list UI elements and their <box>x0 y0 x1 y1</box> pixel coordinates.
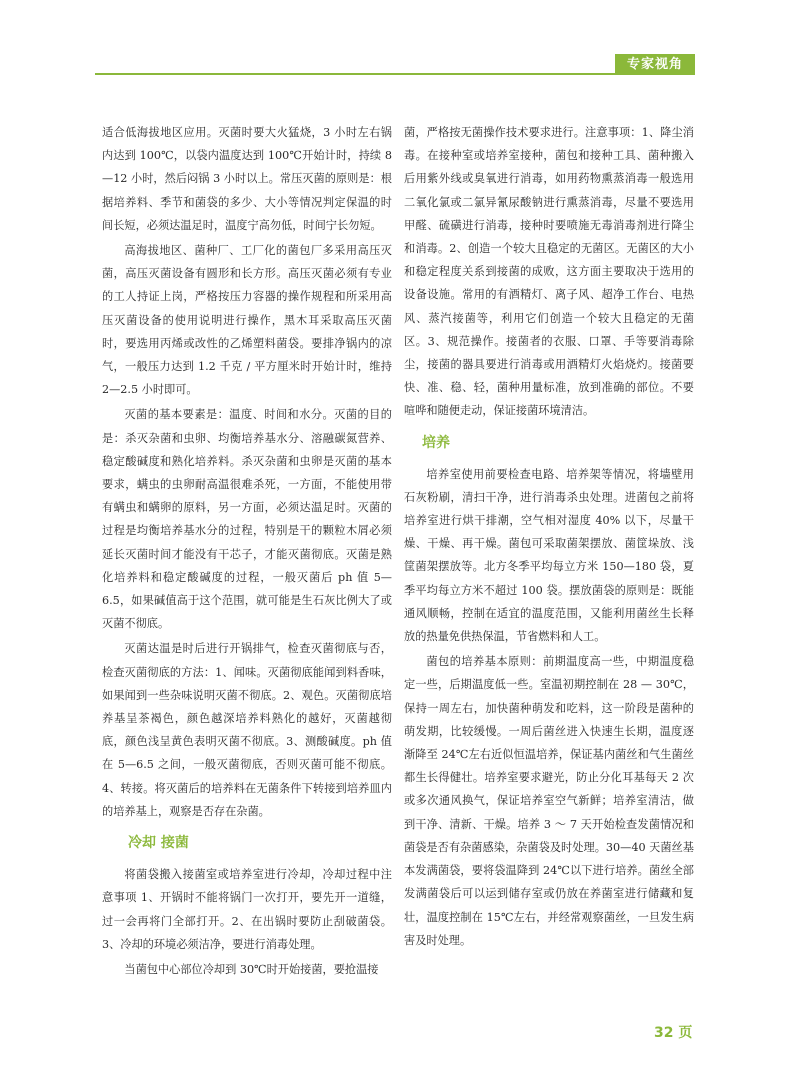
paragraph: 培养室使用前要检查电路、培养架等情况，将墙壁用石灰粉刷，清扫干净，进行消毒杀虫处理。进菌包之前将培养室进行烘干排潮，空气相对湿度 40% 以下，尽量干燥、干燥、再干燥。菌包可采取菌架摆放、菌筐垛放、浅筐菌架摆放等。北方冬季平均每立方米 150—180 袋，夏季平均每立方米不超过 100 袋。摆放菌袋的原则是：既能通风顺畅，控制在适宜的温度范围，又能利用菌丝生长释放的热量免供热保温，节省燃料和人工。 <box>404 467 694 644</box>
section-heading-cooling: 冷却 接菌 <box>128 835 189 852</box>
paragraph: 灭菌达温是时后进行开锅排气，检查灭菌彻底与否，检查灭菌彻底的方法：1、闻味。灭菌彻底能闻到料香味，如果闻到一些杂味说明灭菌不彻底。2、观色。灭菌彻底培养基呈茶褐色，颜色越深培养料熟化的越好，灭菌越彻底，颜色浅呈黄色表明灭菌不彻底。3、测酸碱度。ph 值在 5—6.5 之间，一般灭菌彻底，否则灭菌可能不彻底。4、转接。将灭菌后的培养料在无菌条件下转接到培养皿内的培养基上，观察是否存在杂菌。 <box>102 642 392 818</box>
right-column <box>404 121 694 952</box>
paragraph: 适合低海拔地区应用。灭菌时要大火猛烧，3 小时左右锅内达到 100℃，以袋内温度达到 100℃开始计时，持续 8—12 小时，然后闷锅 3 小时以上。常压灭菌的原则是：根据培养料、季节和菌袋的多少、大小等情况判定保温的时间长短，必须达温足时，温度宁高勿低，时间宁长勿短。 <box>102 126 392 232</box>
paragraph: 菌，严格按无菌操作技术要求进行。注意事项：1、降尘消毒。在接种室或培养室接种，菌包和接种工具、菌种搬入后用紫外线或臭氧进行消毒，如用药物熏蒸消毒一般选用二氧化氯或二氯异氰尿酸钠进行熏蒸消毒，尽量不要选用甲醛、硫磺进行消毒，接种时要喷施无毒消毒剂进行降尘和消毒。2、创造一个较大且稳定的无菌区。无菌区的大小和稳定程度关系到接菌的成败，这方面主要取决于选用的设备设施。常用的有酒精灯、离子风、超净工作台、电热风、蒸汽接菌等，利用它们创造一个较大且稳定的无菌区。3、规范操作。接菌者的衣服、口罩、手等要消毒除尘，接菌的器具要进行消毒或用酒精灯火焰烧灼。接菌要快、准、稳、轻，菌种用量标准，放到准确的部位。不要喧哗和随便走动，保证接菌环境清洁。 <box>404 126 694 418</box>
paragraph: 高海拔地区、菌种厂、工厂化的菌包厂多采用高压灭菌，高压灭菌设备有圆形和长方形。高压灭菌必须有专业的工人持证上岗，严格按压力容器的操作规程和所采用高压灭菌设备的使用说明进行操作，黑木耳采取高压灭菌时，要选用丙烯或改性的乙烯塑料菌袋。要排净锅内的凉气，一般压力达到 1.2 千克 / 平方厘米时开始计时，维持 2—2.5 小时即可。 <box>102 244 392 397</box>
paragraph: 灭菌的基本要素是：温度、时间和水分。灭菌的目的是：杀灭杂菌和虫卵、均衡培养基水分、溶融碳氮营养、稳定酸碱度和熟化培养料。杀灭杂菌和虫卵是灭菌的基本要求，螨虫的虫卵耐高温很难杀死，一方面，不能使用带有螨虫和螨卵的原料，另一方面，必须达温足时。灭菌的过程是均衡培养基水分的过程，特别是干的颗粒木屑必须延长灭菌时间才能没有干芯子，才能灭菌彻底。灭菌是熟化培养料和稳定酸碱度的过程，一般灭菌后 ph 值 5—6.5，如果碱值高于这个范围，就可能是生石灰比例大了或灭菌不彻底。 <box>102 408 392 631</box>
page-number: 32 页 <box>654 1025 693 1041</box>
section-tag: 专家视角 <box>615 54 695 75</box>
paragraph: 当菌包中心部位冷却到 30℃时开始接菌，要抢温接 <box>124 962 379 976</box>
paragraph: 将菌袋搬入接菌室或培养室进行冷却，冷却过程中注意事项 1、开锅时不能将锅门一次打开，要先开一道缝，过一会再将门全部打开。2、在出锅时要防止刮破菌袋。3、冷却的环境必须洁净，要进行消毒处理。 <box>102 868 392 951</box>
paragraph: 菌包的培养基本原则：前期温度高一些，中期温度稳定一些，后期温度低一些。室温初期控制在 28 — 30℃，保持一周左右，加快菌种萌发和吃料，这一阶段是菌种的萌发期，比较缓慢。一周后菌丝进入快速生长期，温度逐渐降至 24℃左右近似恒温培养，保证基内菌丝和气生菌丝都生长得健壮。培养室要求避光，防止分化耳基每天 2 次或多次通风换气，保证培养室空气新鲜；培养室清洁，做到干净、清新、干燥。培养 3 ～ 7 天开始检查发菌情况和菌袋是否有杂菌感染，杂菌袋及时处理。30—40 天菌丝基本发满菌袋，要将袋温降到 24℃以下进行培养。菌丝全部发满菌袋后可以运到储存室或仍放在养菌室进行储藏和复壮，温度控制在 15℃左右，并经常观察菌丝，一旦发生病害及时处理。 <box>404 655 694 947</box>
left-column <box>102 121 392 981</box>
header-rule <box>95 73 695 75</box>
section-heading-culture: 培养 <box>422 434 450 451</box>
